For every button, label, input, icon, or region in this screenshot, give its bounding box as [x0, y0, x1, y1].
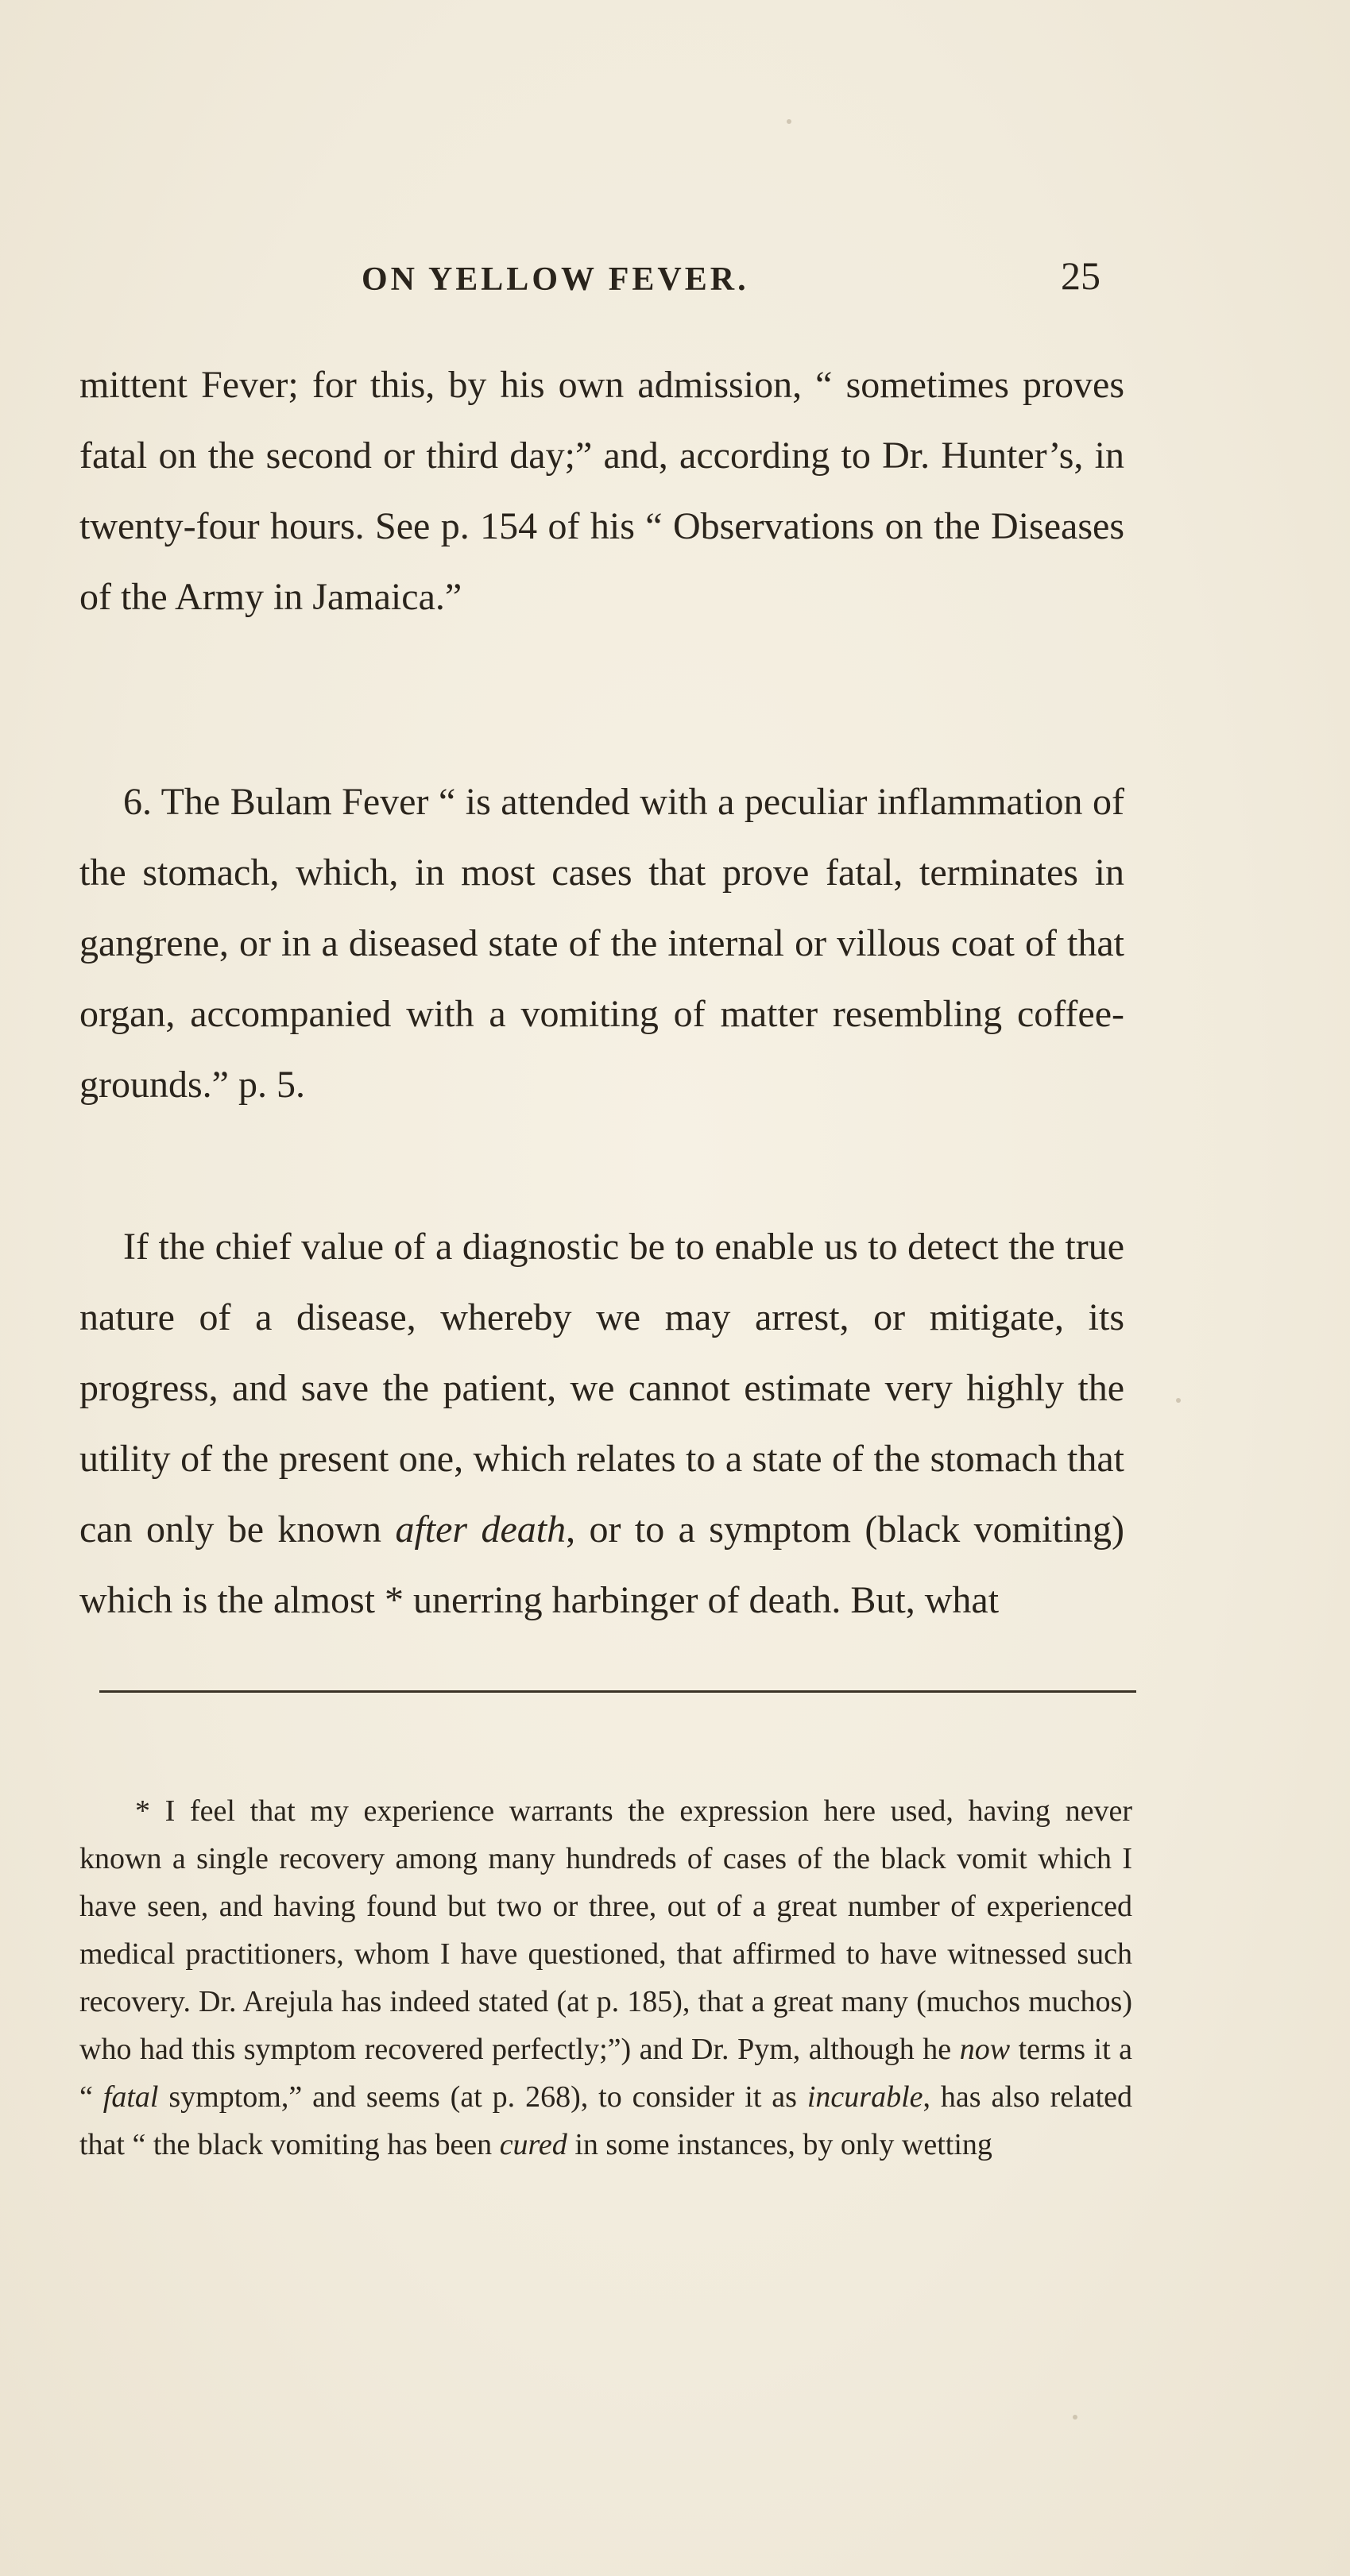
paragraph-text: 6. The Bulam Fever “ is attended with a peculiar inflammation of the stomach, which, in most cases that prove fatal, terminates in gangrene, or in a diseased state of the internal or villous coat of that organ, accompanied with a vomiting of matter resembling coffee-grounds.” p. 5. [79, 781, 1124, 1106]
footnote-text: terms it a “ [79, 2033, 1133, 2114]
paragraph-3 [79, 1211, 1124, 1636]
italic-word: incurable [807, 2080, 923, 2114]
italic-word: now [959, 2033, 1011, 2066]
paragraph-1 [79, 350, 1124, 632]
footnote-text: * I feel that my experience warrants the expression here used, having never known a single recovery among many hundreds of cases of the black vomit which I have seen, and having found but two or three, out of a great number of experienced medical practitioners, whom I have questioned, that affirmed to have witnessed such recovery. Dr. Arejula has indeed stated (at p. 185), that a great many (muchos muchos) who had this symptom recovered perfectly;”) and Dr. Pym, although he [79, 1794, 1132, 2066]
paper-speck [1176, 1398, 1181, 1403]
footnote-rule [99, 1690, 1136, 1693]
paragraph-text: , or to a symptom (black vomiting) which is the almost * unerring harbinger of death. But, what [79, 1508, 1125, 1621]
running-head: ON YELLOW FEVER. [362, 261, 749, 298]
paragraph-2 [79, 767, 1124, 1120]
italic-word: fatal [103, 2080, 159, 2114]
paper-speck [1073, 2415, 1077, 2420]
footnote-text: in some instances, by only wetting [567, 2128, 992, 2161]
paragraph-text: If the chief value of a diagnostic be to enable us to detect the true nature of a disease, whereby we may arrest, or mitigate, its progress, and save the patient, we cannot estimate very highly the utility of the present one, which relates to a state of the stomach that can only be known [79, 1226, 1124, 1551]
footnote-text: symptom,” and seems (at p. 268), to consider it as [158, 2080, 807, 2114]
italic-phrase: after death [395, 1508, 567, 1551]
paragraph-text: mittent Fever; for this, by his own admission, “ sometimes proves fatal on the second or third day;” and, according to Dr. Hunter’s, in twenty-four hours. See p. 154 of his “ Observations on the Diseases of the Army in Jamaica.” [79, 364, 1124, 618]
italic-word: cured [499, 2128, 567, 2161]
page-number: 25 [1061, 253, 1101, 298]
footnote-text: , has also related that “ the black vomiting has been [79, 2080, 1132, 2161]
footnote [79, 1787, 1132, 2169]
page-header [79, 253, 1112, 308]
paper-speck [787, 119, 791, 124]
